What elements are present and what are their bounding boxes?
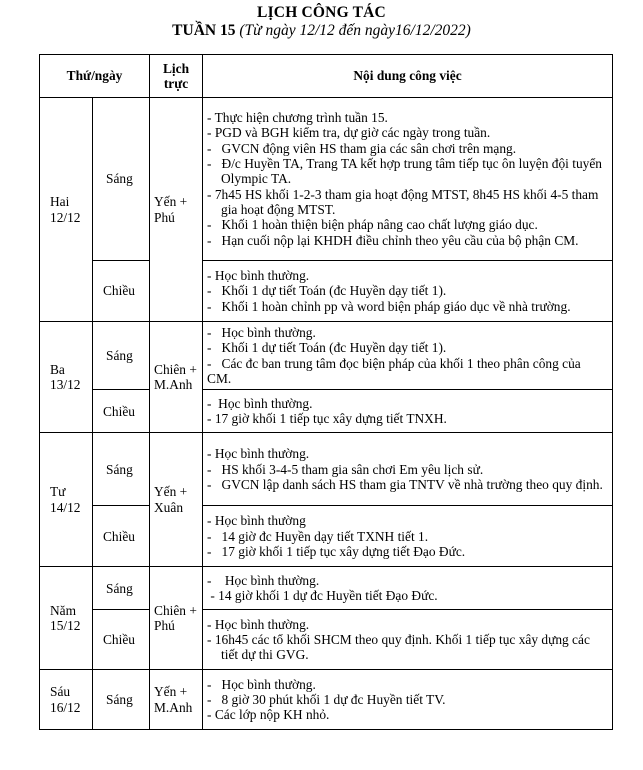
day-cell [40,567,93,670]
header-duty-line1: Lịch [162,60,190,76]
task-line: - Học bình thường. [207,572,320,588]
task-line: - Học bình thường. [207,268,310,284]
schedule-row [40,322,613,390]
task-line: - Khối 1 dự tiết Toán (đc Huyền dạy tiết 1). [207,283,447,299]
day-cell [40,670,93,730]
schedule-row [40,567,613,610]
schedule-row [40,610,613,670]
header-duty [150,55,203,98]
task-line: - Học bình thường. [207,325,316,340]
day-cell [40,98,93,322]
task-line: - PGD và BGH kiểm tra, dự giờ các ngày trong tuần. [207,125,491,141]
schedule-body [40,98,613,730]
session-cell: Chiều [93,390,150,433]
task-line: - Học bình thường [207,513,306,529]
task-line: - 17 giờ khối 1 tiếp tục xây dựng tiết TNXH. [207,411,447,427]
content-cell [203,261,613,322]
session-cell: Sáng [93,98,150,261]
task-line: - Đ/c Huyền TA, Trang TA kết hợp trung tâm tiếp tục ôn luyện đội tuyển Olympic TA. [207,156,606,187]
duty-cell: Yến + Xuân [150,433,203,567]
task-line: - 7h45 HS khối 1-2-3 tham gia hoạt động MTST, 8h45 HS khối 4-5 tham gia hoạt động MTST. [207,186,602,217]
duty-cell: Chiên + Phú [150,567,203,670]
schedule-row [40,506,613,567]
day-name: Hai [50,194,70,210]
day-date: 12/12 [50,209,81,225]
schedule-row [40,390,613,433]
day-date: 14/12 [50,499,81,515]
schedule-row [40,98,613,261]
day-cell [40,322,93,433]
header-duty-line2: trực [163,76,189,91]
content-cell [203,610,613,670]
content-cell [203,670,613,730]
duty-cell: Yến + M.Anh [150,670,203,730]
task-line: - GVCN động viên HS tham gia các sân chơi trên mạng. [207,140,517,156]
header-row [40,55,613,98]
content-cell [203,506,613,567]
day-date: 13/12 [50,377,81,393]
task-line: - Khối 1 hoàn thiện biện pháp nâng cao chất lượng giáo dục. [207,217,538,233]
header-content: Nội dung công việc [203,55,613,98]
schedule-table [39,54,613,730]
day-name: Ba [50,361,65,377]
task-line: - 17 giờ khối 1 tiếp tục xây dựng tiết Đạo Đức. [207,543,466,559]
task-line: - Hạn cuối nộp lại KHDH điều chỉnh theo yêu cầu của bộ phận CM. [207,232,579,248]
document-title: LỊCH CÔNG TÁC [257,4,386,21]
task-line: - GVCN lập danh sách HS tham gia TNTV về nhà trường theo quy định. [207,476,603,492]
day-date: 15/12 [50,618,81,634]
task-line: - HS khối 3-4-5 tham gia sân chơi Em yêu lịch sử. [207,461,484,477]
task-line: - 14 giờ đc Huyền dạy tiết TXNH tiết 1. [207,528,429,544]
session-cell: Sáng [93,670,150,730]
task-line: - Thực hiện chương trình tuần 15. [207,110,388,126]
task-line: - Học bình thường. [207,616,310,632]
task-line: - Khối 1 hoàn chỉnh pp và word biện pháp giáo dục về nhà trường. [207,298,571,314]
task-line: - Các đc ban trung tâm đọc biện pháp của khối 1 theo phân công của CM. [207,355,585,386]
session-cell: Chiều [93,506,150,567]
content-cell [203,98,613,261]
schedule-row [40,670,613,730]
session-cell: Sáng [93,433,150,506]
header-day: Thứ/ngày [40,55,150,98]
day-name: Năm [50,602,77,618]
content-cell [203,322,613,390]
content-cell [203,433,613,506]
task-line: - 8 giờ 30 phút khối 1 dự đc Huyền tiết TV. [207,692,446,708]
session-cell: Sáng [93,322,150,390]
session-cell: Chiều [93,610,150,670]
task-line: - Khối 1 dự tiết Toán (đc Huyền dạy tiết 1). [207,340,447,356]
day-cell [40,433,93,567]
task-line: - Học bình thường. [207,676,316,692]
duty-cell: Chiên + M.Anh [150,322,203,433]
session-cell: Sáng [93,567,150,610]
task-line: - Học bình thường. [207,446,310,462]
schedule-row [40,261,613,322]
duty-cell: Yến + Phú [150,98,203,322]
day-name: Tư [50,484,66,500]
task-line: - 14 giờ khối 1 dự đc Huyền tiết Đạo Đức. [207,588,438,604]
week-heading [0,22,643,40]
content-cell [203,567,613,610]
day-date: 16/12 [50,699,81,715]
content-cell [203,390,613,433]
schedule-row [40,433,613,506]
day-name: Sáu [50,684,71,700]
session-cell: Chiều [93,261,150,322]
task-line: - Học bình thường. [207,395,313,411]
task-line: - Các lớp nộp KH nhỏ. [207,707,330,723]
week-label: TUẦN 15 [172,22,236,39]
task-line: - 16h45 các tổ khối SHCM theo quy định. Khối 1 tiếp tục xây dựng các tiết dự thi GVG. [207,632,594,663]
week-range: (Từ ngày 12/12 đến ngày16/12/2022) [239,22,471,39]
